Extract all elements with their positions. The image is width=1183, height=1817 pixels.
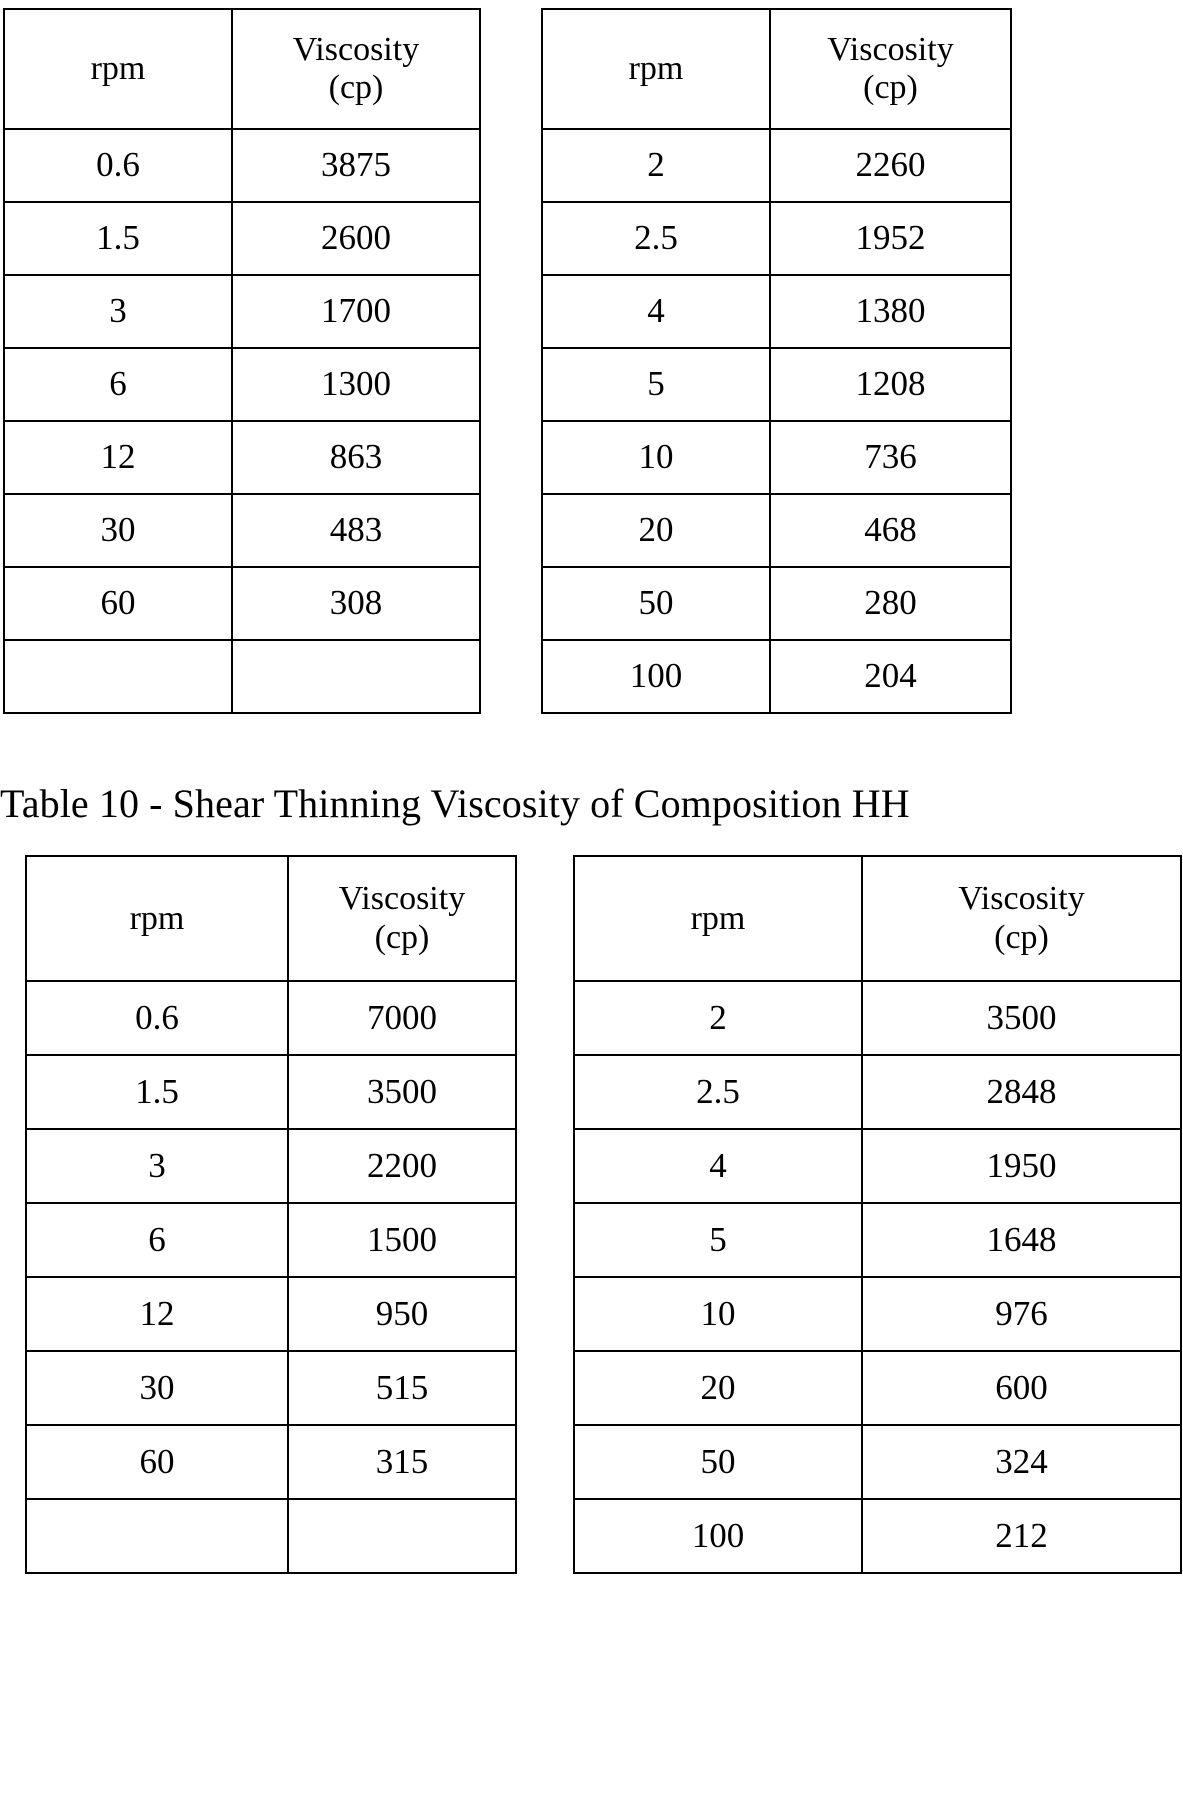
spacer-cell xyxy=(516,1203,574,1277)
cell-rpm-left: 3 xyxy=(26,1129,288,1203)
spacer-column-header xyxy=(516,856,574,981)
cell-viscosity-right: 1950 xyxy=(862,1129,1181,1203)
spacer-cell xyxy=(480,348,542,421)
cell-viscosity-left xyxy=(288,1499,516,1573)
cell-viscosity-right: 212 xyxy=(862,1499,1181,1573)
cell-rpm-left: 6 xyxy=(4,348,232,421)
table-row xyxy=(4,348,1011,421)
cell-rpm-left: 12 xyxy=(4,421,232,494)
cell-viscosity-left: 2600 xyxy=(232,202,480,275)
cell-rpm-right: 20 xyxy=(574,1351,862,1425)
spacer-cell xyxy=(516,1425,574,1499)
spacer-cell xyxy=(480,494,542,567)
cell-viscosity-right: 600 xyxy=(862,1351,1181,1425)
cell-viscosity-left: 950 xyxy=(288,1277,516,1351)
table-row xyxy=(26,1425,1181,1499)
cell-rpm-left: 30 xyxy=(26,1351,288,1425)
cell-viscosity-left: 483 xyxy=(232,494,480,567)
cell-viscosity-right: 468 xyxy=(770,494,1011,567)
column-header-viscosity-left xyxy=(232,9,480,129)
cell-viscosity-left: 1500 xyxy=(288,1203,516,1277)
viscosity-label-line1: Viscosity xyxy=(827,30,954,68)
table-caption: Table 10 - Shear Thinning Viscosity of Composition HH xyxy=(0,781,910,826)
cell-viscosity-left: 515 xyxy=(288,1351,516,1425)
viscosity-label-line2: (cp) xyxy=(994,918,1049,956)
cell-rpm-right: 10 xyxy=(574,1277,862,1351)
cell-rpm-right: 50 xyxy=(542,567,770,640)
cell-rpm-left: 0.6 xyxy=(4,129,232,202)
cell-rpm-right: 5 xyxy=(542,348,770,421)
cell-rpm-left xyxy=(4,640,232,713)
column-header-viscosity-left xyxy=(288,856,516,981)
cell-viscosity-right: 2260 xyxy=(770,129,1011,202)
cell-viscosity-left: 1700 xyxy=(232,275,480,348)
cell-viscosity-left: 863 xyxy=(232,421,480,494)
table-row xyxy=(26,981,1181,1055)
cell-viscosity-right: 2848 xyxy=(862,1055,1181,1129)
spacer-column-header xyxy=(480,9,542,129)
cell-rpm-left: 1.5 xyxy=(4,202,232,275)
shear-thinning-table-lower xyxy=(25,855,1182,1574)
cell-rpm-right: 20 xyxy=(542,494,770,567)
cell-rpm-right: 100 xyxy=(574,1499,862,1573)
cell-viscosity-right: 280 xyxy=(770,567,1011,640)
table-row xyxy=(26,1499,1181,1573)
cell-rpm-left: 60 xyxy=(4,567,232,640)
cell-viscosity-right: 324 xyxy=(862,1425,1181,1499)
shear-thinning-table-upper xyxy=(3,8,1012,714)
cell-rpm-right: 5 xyxy=(574,1203,862,1277)
table-row xyxy=(26,1203,1181,1277)
column-header-rpm-right: rpm xyxy=(574,856,862,981)
viscosity-label-line1: Viscosity xyxy=(338,880,466,918)
cell-viscosity-right: 736 xyxy=(770,421,1011,494)
column-header-viscosity-right xyxy=(862,856,1181,981)
table-header-row xyxy=(26,856,1181,981)
column-header-rpm-left: rpm xyxy=(4,9,232,129)
spacer-cell xyxy=(480,421,542,494)
table-row xyxy=(4,275,1011,348)
cell-rpm-left: 30 xyxy=(4,494,232,567)
cell-rpm-left: 6 xyxy=(26,1203,288,1277)
table-row xyxy=(4,129,1011,202)
cell-rpm-left xyxy=(26,1499,288,1573)
cell-rpm-right: 4 xyxy=(542,275,770,348)
cell-rpm-right: 2.5 xyxy=(574,1055,862,1129)
cell-rpm-left: 60 xyxy=(26,1425,288,1499)
cell-rpm-left: 3 xyxy=(4,275,232,348)
spacer-cell xyxy=(516,1499,574,1573)
table-row xyxy=(4,202,1011,275)
cell-viscosity-right: 1208 xyxy=(770,348,1011,421)
table-row xyxy=(26,1351,1181,1425)
table-row xyxy=(4,494,1011,567)
cell-rpm-left: 0.6 xyxy=(26,981,288,1055)
spacer-cell xyxy=(516,1055,574,1129)
spacer-cell xyxy=(480,640,542,713)
cell-rpm-right: 10 xyxy=(542,421,770,494)
cell-viscosity-right: 1952 xyxy=(770,202,1011,275)
cell-viscosity-right: 976 xyxy=(862,1277,1181,1351)
cell-rpm-right: 2.5 xyxy=(542,202,770,275)
cell-viscosity-left: 3500 xyxy=(288,1055,516,1129)
cell-viscosity-right: 1648 xyxy=(862,1203,1181,1277)
viscosity-label-line1: Viscosity xyxy=(958,880,1085,918)
cell-rpm-right: 2 xyxy=(542,129,770,202)
column-header-viscosity-right xyxy=(770,9,1011,129)
cell-viscosity-right: 1380 xyxy=(770,275,1011,348)
cell-viscosity-left: 2200 xyxy=(288,1129,516,1203)
cell-rpm-left: 1.5 xyxy=(26,1055,288,1129)
spacer-cell xyxy=(480,202,542,275)
table-row xyxy=(26,1129,1181,1203)
cell-viscosity-left: 3875 xyxy=(232,129,480,202)
spacer-cell xyxy=(480,275,542,348)
spacer-cell xyxy=(516,1129,574,1203)
column-header-rpm-right: rpm xyxy=(542,9,770,129)
viscosity-label-line2: (cp) xyxy=(863,69,918,106)
cell-rpm-right: 4 xyxy=(574,1129,862,1203)
cell-rpm-left: 12 xyxy=(26,1277,288,1351)
viscosity-label-line1: Viscosity xyxy=(292,30,420,68)
cell-viscosity-left: 7000 xyxy=(288,981,516,1055)
cell-rpm-right: 100 xyxy=(542,640,770,713)
table-row xyxy=(26,1055,1181,1129)
table-header-row xyxy=(4,9,1011,129)
table-row xyxy=(26,1277,1181,1351)
spacer-cell xyxy=(480,129,542,202)
table-row xyxy=(4,640,1011,713)
cell-viscosity-left: 315 xyxy=(288,1425,516,1499)
spacer-cell xyxy=(516,1277,574,1351)
cell-rpm-right: 50 xyxy=(574,1425,862,1499)
table-row xyxy=(4,421,1011,494)
cell-rpm-right: 2 xyxy=(574,981,862,1055)
spacer-cell xyxy=(480,567,542,640)
table-row xyxy=(4,567,1011,640)
cell-viscosity-right: 3500 xyxy=(862,981,1181,1055)
spacer-cell xyxy=(516,981,574,1055)
column-header-rpm-left: rpm xyxy=(26,856,288,981)
cell-viscosity-left: 308 xyxy=(232,567,480,640)
spacer-cell xyxy=(516,1351,574,1425)
cell-viscosity-right: 204 xyxy=(770,640,1011,713)
viscosity-label-line2: (cp) xyxy=(328,69,384,106)
cell-viscosity-left: 1300 xyxy=(232,348,480,421)
viscosity-label-line2: (cp) xyxy=(374,918,430,956)
cell-viscosity-left xyxy=(232,640,480,713)
